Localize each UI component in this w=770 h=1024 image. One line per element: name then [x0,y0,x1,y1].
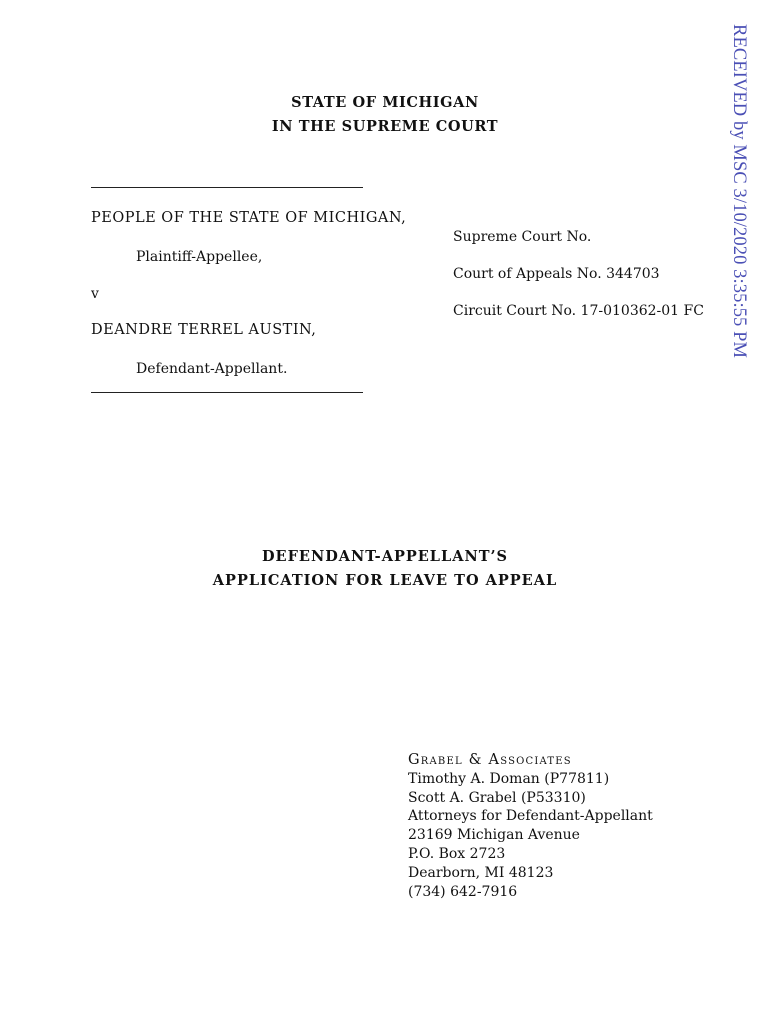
counsel-street: 23169 Michigan Avenue [408,827,580,844]
counsel-city: Dearborn, MI 48123 [408,864,554,881]
caption-bottom-rule [91,392,363,393]
defendant-role: Defendant-Appellant. [136,361,288,377]
circuit-court-number: Circuit Court No. 17-010362-01 FC [453,303,704,319]
document-title-line1: DEFENDANT-APPELLANT’S [261,548,509,565]
counsel-attorney-2: Scott A. Grabel (P53310) [408,789,586,806]
supreme-court-number: Supreme Court No. [453,229,592,245]
court-name-heading: IN THE SUPREME COURT [271,118,499,135]
caption-top-rule [91,187,363,188]
defendant-name: DEANDRE TERREL AUSTIN, [91,322,317,338]
counsel-phone: (734) 642-7916 [408,883,518,900]
plaintiff-role: Plaintiff-Appellee, [136,249,263,265]
court-of-appeals-number: Court of Appeals No. 344703 [453,266,660,282]
document-title-line2: APPLICATION FOR LEAVE TO APPEAL [212,572,558,589]
counsel-block [408,751,653,901]
firm-name: Grabel & Associates [408,752,572,768]
counsel-role: Attorneys for Defendant-Appellant [408,808,653,825]
counsel-attorney-1: Timothy A. Doman (P77811) [408,770,610,787]
court-state-heading: STATE OF MICHIGAN [291,94,479,111]
versus-label: v [91,286,99,302]
counsel-po-box: P.O. Box 2723 [408,845,506,862]
plaintiff-name: PEOPLE OF THE STATE OF MICHIGAN, [91,210,407,226]
received-stamp: RECEIVED by MSC 3/10/2020 3:35:55 PM [729,24,749,359]
